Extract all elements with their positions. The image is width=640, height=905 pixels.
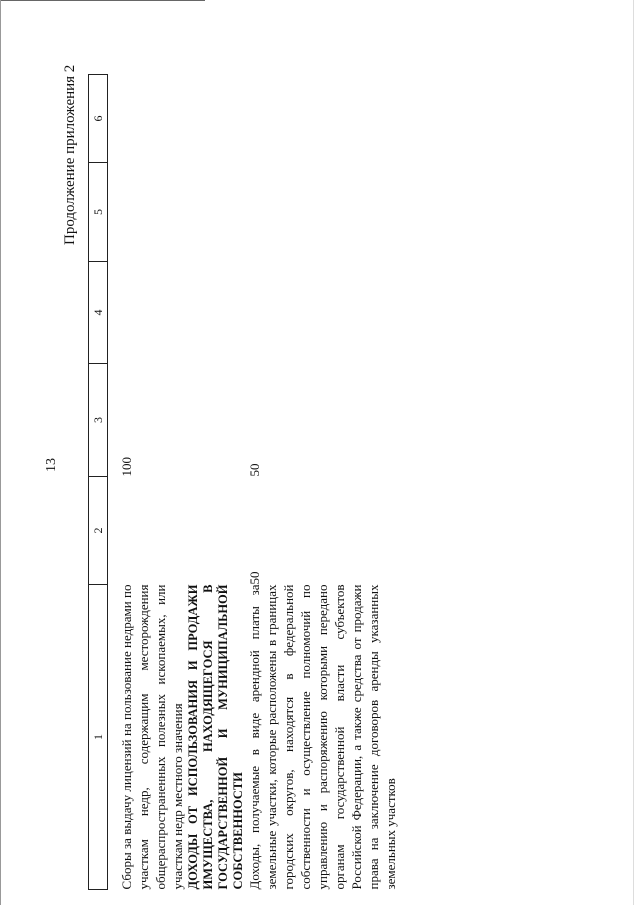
- row-value-col4: [246, 262, 399, 364]
- page-number: 13: [44, 458, 59, 472]
- column-header-2: 2: [89, 477, 108, 585]
- row-value-col6: [108, 75, 187, 163]
- row-value-col2: 50: [247, 571, 262, 585]
- table-row: [108, 75, 187, 890]
- row-value-col4: [108, 262, 187, 364]
- column-header-4: 4: [89, 262, 108, 364]
- revenue-table: [88, 74, 399, 890]
- appendix-continuation-label: Продолжение приложения 2: [62, 64, 78, 245]
- row-value-col6: [246, 75, 399, 163]
- table-section-heading-row: [186, 75, 246, 890]
- row-description: Сборы за выдачу лицензий на пользование недрами по участкам недр, содержащим месторождения общераспространенных полезных ископаемых, или участкам недр местного значения: [119, 584, 185, 890]
- scan-edge-right: [633, 0, 634, 905]
- column-header-3: 3: [89, 364, 108, 477]
- row-value-col5: [246, 163, 399, 262]
- row-value-col2: [108, 477, 187, 585]
- row-value-col5: [108, 163, 187, 262]
- section-heading: ДОХОДЫ ОТ ИСПОЛЬЗОВАНИЯ И ПРОДАЖИ ИМУЩЕСТВА, НАХОДЯЩЕГОСЯ В ГОСУДАРСТВЕННОЙ И МУНИЦИПАЛЬНОЙ СОБСТВЕННОСТИ: [186, 584, 245, 890]
- row-value-col3: 100: [119, 457, 134, 477]
- column-header-6: 6: [89, 75, 108, 163]
- table-row: [246, 75, 399, 890]
- column-header-5: 5: [89, 163, 108, 262]
- column-header-1: 1: [89, 585, 108, 890]
- document-page: [0, 64, 620, 890]
- row-value-col3: 50: [247, 463, 262, 477]
- scan-edge-top: [0, 0, 205, 1]
- table-header-row: [89, 75, 108, 890]
- row-description: Доходы, получаемые в виде арендной платы за земельные участки, которые расположены в границах городских округов, находятся в федеральной собственности и осуществление полномочий по управлению и распоряжению которыми передано органам государственной власти субъектов Российской Федерации, а также средства от продажи права на заключение договоров аренды указанных земельных участков: [247, 584, 398, 890]
